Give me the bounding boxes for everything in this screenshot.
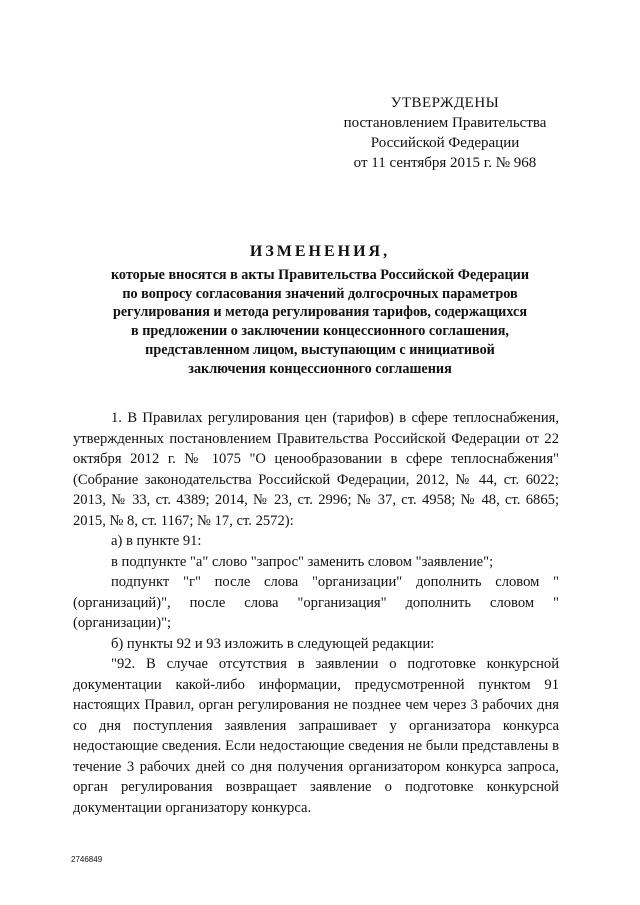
approval-line-3: от 11 сентября 2015 г. № 968 [353,155,537,171]
approval-title: УТВЕРЖДЕНЫ [390,95,500,111]
subtitle-line: которые вносятся в акты Правительства Российской Федерации [110,267,530,283]
paragraph-5: б) пункты 92 и 93 изложить в следующей редакции: [111,635,435,652]
document-title: ИЗМЕНЕНИЯ, [249,243,391,260]
paragraph-6: "92. В случае отсутствия в заявлении о подготовке конкурсной документации какой-либо информации, предусмотренной пунктом 91 настоящих Правил, орган регулирования не позднее чем через 3 рабочих дня со дня поступления заявления запрашивает у организатора конкурса недостающие сведения. Если недостающие сведения не были представлены в течение 3 рабочих дней со дня получения организатором конкурса запроса, орган регулирования возвращает заявление о подготовке конкурсной документации организатору конкурса. [73,656,559,816]
paragraph-1: 1. В Правилах регулирования цен (тарифов) в сфере теплоснабжения, утвержденных постановлением Правительства Российской Федерации от 22 октября 2012 г. № 1075 "О ценообразовании в сфере теплоснабжения" (Собрание законодательства Российской Федерации, 2012, № 44, ст. 6022; 2013, № 33, ст. 4389; 2014, № 23, ст. 2996; № 37, ст. 4958; № 48, ст. 6865; 2015, № 8, ст. 1167; № 17, ст. 2572): [73,410,559,529]
document-body [73,408,559,818]
document-subtitle [60,266,580,378]
paragraph-4: подпункт "г" после слова "организации" дополнить словом "(организаций)", после слова "организация" дополнить словом "(организации)"; [73,574,559,631]
document-code: 2746849 [71,855,103,864]
subtitle-line: заключения концессионного соглашения [188,360,452,377]
subtitle-line: регулирования и метода регулирования тарифов, содержащихся [112,304,528,321]
subtitle-line: представленном лицом, выступающим с инициативой [145,341,495,358]
subtitle-line: в предложении о заключении концессионного соглашения, [131,323,509,340]
subtitle-line: по вопросу согласования значений долгосрочных параметров [122,285,518,302]
approval-stamp [330,93,560,173]
approval-line-2: Российской Федерации [370,135,520,151]
paragraph-3: в подпункте "а" слово "запрос" заменить словом "заявление"; [111,553,494,570]
paragraph-2: а) в пункте 91: [111,533,202,549]
approval-line-1: постановлением Правительства [343,115,547,131]
